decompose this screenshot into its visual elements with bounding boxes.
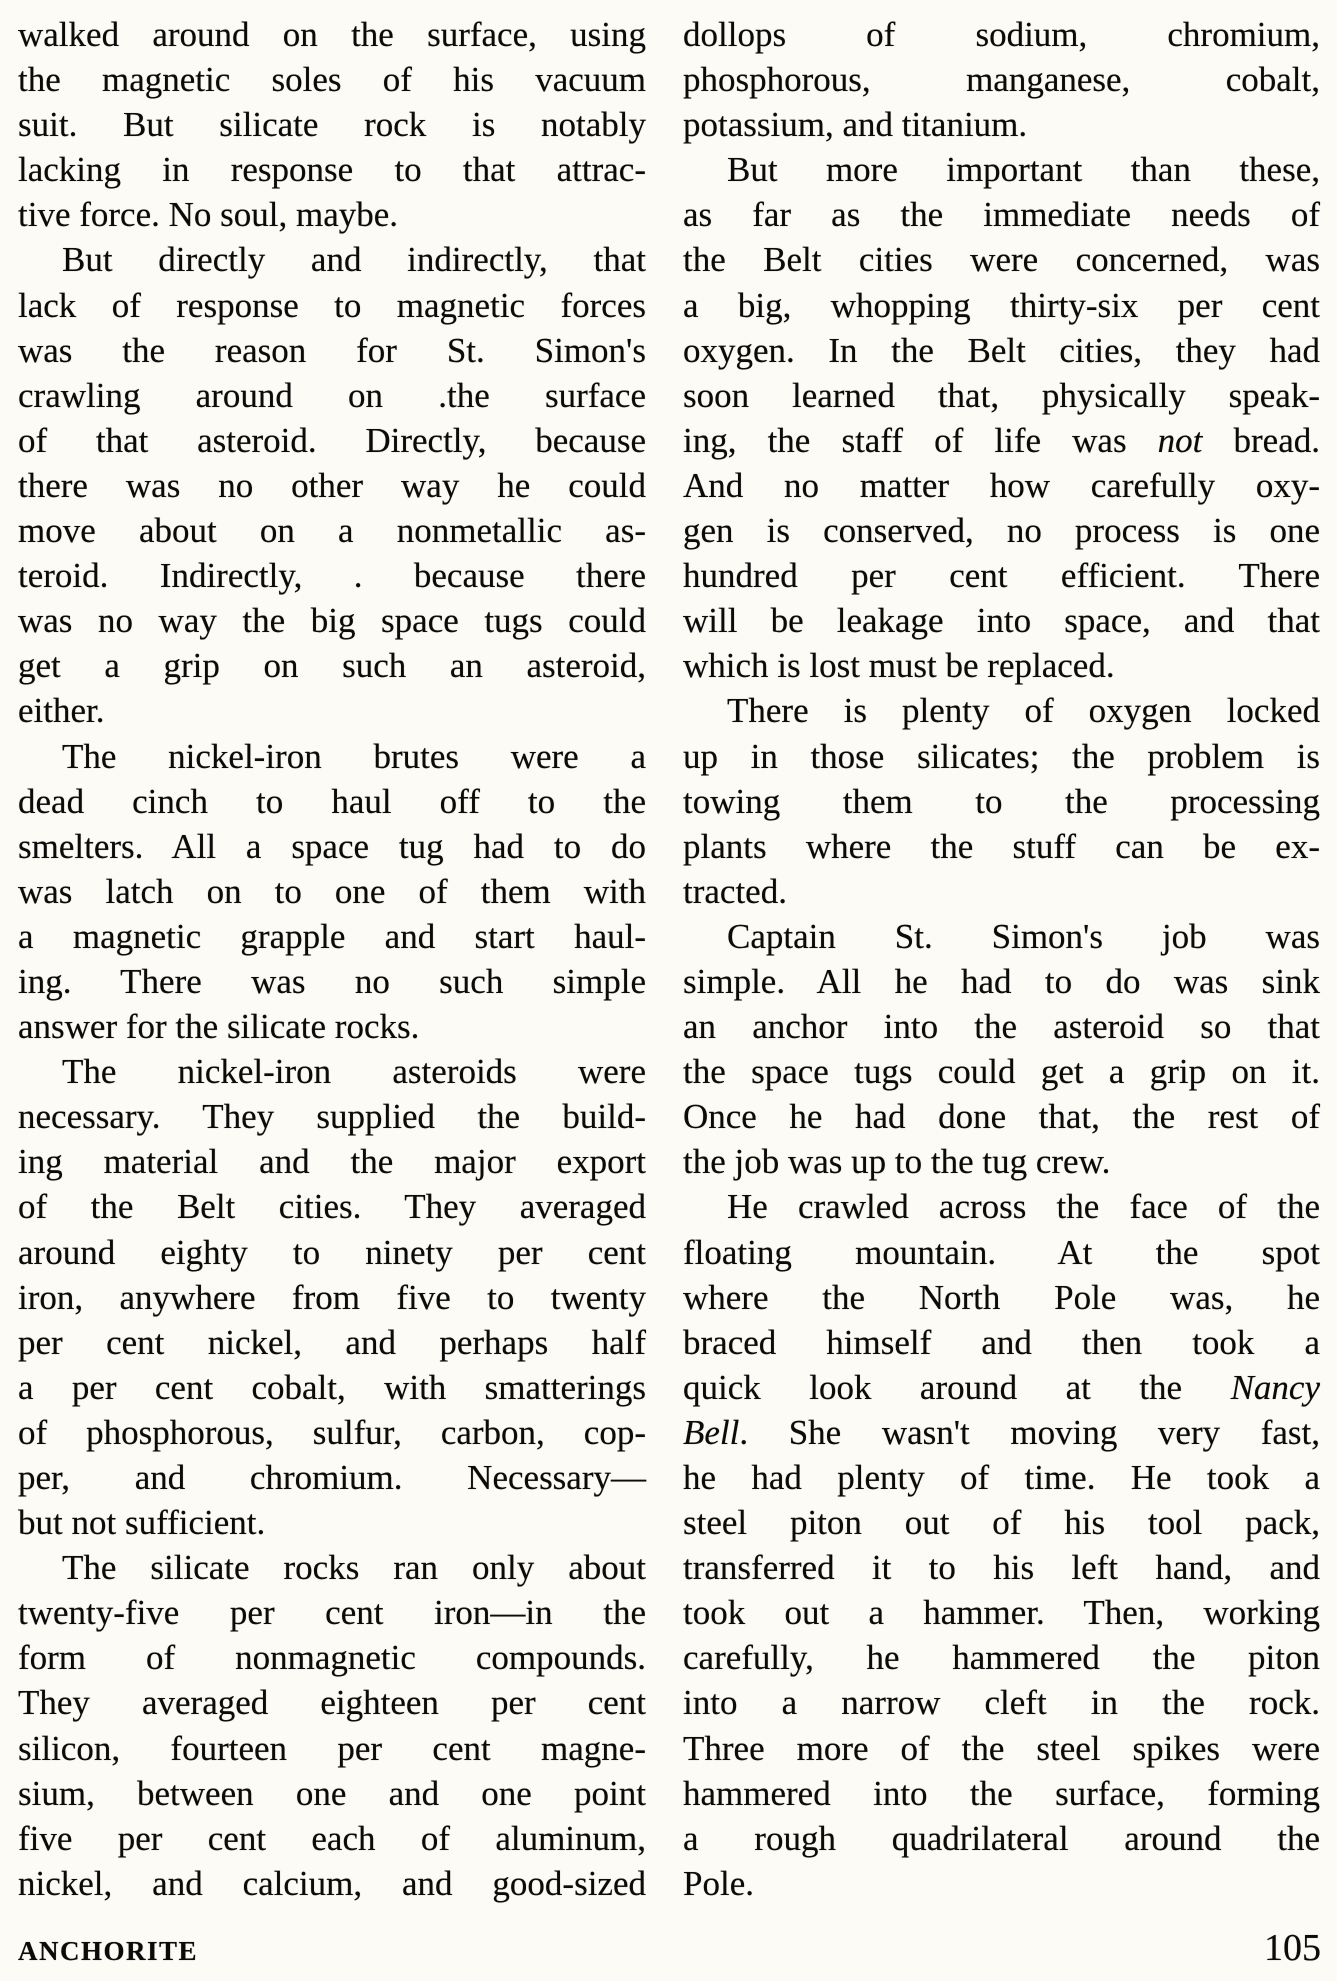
text-line: tive force. No soul, maybe. — [18, 195, 399, 235]
text-line: silicon, fourteen per cent magne- — [18, 1728, 646, 1768]
text-line: ing material and the major export — [18, 1142, 646, 1182]
text-line: oxygen. In the Belt cities, they had — [683, 330, 1320, 370]
text-line: plants where the stuff can be ex- — [683, 826, 1320, 866]
text-line: up in those silicates; the problem is — [683, 736, 1320, 776]
text-line: ing. There was no such simple — [18, 961, 646, 1001]
text-line: Bell. She wasn't moving very fast, — [683, 1412, 1320, 1452]
text-line: the magnetic soles of his vacuum — [18, 60, 646, 100]
running-title: ANCHORITE — [18, 1936, 199, 1966]
text-line: of that asteroid. Directly, because — [18, 420, 646, 460]
text-line: he had plenty of time. He took a — [683, 1458, 1320, 1497]
text-line: was no way the big space tugs could — [18, 601, 646, 641]
text-line: there was no other way he could — [18, 465, 646, 505]
text-line: per, and chromium. Necessary— — [18, 1458, 646, 1497]
column-right — [683, 12, 1320, 1906]
text-line: sium, between one and one point — [18, 1773, 646, 1813]
text-line: around eighty to ninety per cent — [18, 1232, 646, 1272]
text-line: potassium, and titanium. — [683, 105, 1028, 145]
text-line: He crawled across the face of the — [727, 1187, 1320, 1227]
text-line: the Belt cities were concerned, was — [683, 240, 1320, 280]
text-line: ing, the staff of life was not bread. — [683, 420, 1320, 460]
text-line: as far as the immediate needs of — [683, 195, 1320, 235]
page-number: 105 — [1264, 1927, 1321, 1969]
text-line: braced himself and then took a — [683, 1322, 1320, 1362]
text-line: a magnetic grapple and start haul- — [18, 916, 646, 956]
text-line: gen is conserved, no process is one — [683, 511, 1320, 551]
text-line: carefully, he hammered the piton — [683, 1638, 1320, 1678]
text-line: But more important than these, — [727, 150, 1320, 190]
text-line: per cent nickel, and perhaps half — [18, 1322, 646, 1362]
text-line: necessary. They supplied the build- — [18, 1097, 646, 1137]
text-line: the job was up to the tug crew. — [683, 1142, 1111, 1182]
page-footer — [18, 1926, 1321, 1970]
text-line: smelters. All a space tug had to do — [18, 826, 646, 866]
text-line: lack of response to magnetic forces — [18, 285, 646, 325]
text-line: steel piton out of his tool pack, — [683, 1503, 1320, 1543]
text-line: of phosphorous, sulfur, carbon, cop- — [18, 1412, 646, 1452]
text-line: The silicate rocks ran only about — [62, 1548, 646, 1588]
text-line: transferred it to his left hand, and — [683, 1548, 1320, 1588]
text-line: which is lost must be replaced. — [683, 646, 1115, 686]
text-line: twenty-five per cent iron—in the — [18, 1593, 646, 1633]
text-line: was latch on to one of them with — [18, 871, 646, 911]
text-line: teroid. Indirectly, . because there — [18, 556, 646, 596]
text-line: Three more of the steel spikes were — [683, 1728, 1320, 1768]
text-line: was the reason for St. Simon's — [18, 330, 646, 370]
text-line: quick look around at the Nancy — [683, 1367, 1320, 1407]
text-line: a rough quadrilateral around the — [683, 1818, 1320, 1858]
text-line: crawling around on .the surface — [18, 375, 646, 415]
text-line: And no matter how carefully oxy- — [683, 465, 1320, 505]
text-line: an anchor into the asteroid so that — [683, 1007, 1320, 1047]
text-line: into a narrow cleft in the rock. — [683, 1683, 1320, 1723]
text-line: move about on a nonmetallic as- — [18, 511, 646, 551]
text-line: answer for the silicate rocks. — [18, 1007, 420, 1047]
text-line: But directly and indirectly, that — [62, 240, 646, 280]
text-line: nickel, and calcium, and good-sized — [18, 1863, 646, 1903]
text-line: Pole. — [683, 1863, 754, 1903]
text-line: either. — [18, 691, 105, 731]
text-line: iron, anywhere from five to twenty — [18, 1277, 646, 1317]
text-columns — [18, 12, 1320, 1906]
text-line: Captain St. Simon's job was — [727, 916, 1320, 956]
text-line: floating mountain. At the spot — [683, 1232, 1320, 1272]
text-line: hundred per cent efficient. There — [683, 556, 1320, 596]
text-line: soon learned that, physically speak- — [683, 375, 1320, 415]
text-line: suit. But silicate rock is notably — [18, 105, 646, 145]
text-line: lacking in response to that attrac- — [18, 150, 646, 190]
text-line: the space tugs could get a grip on it. — [683, 1052, 1320, 1092]
text-line: walked around on the surface, using — [18, 15, 646, 54]
text-line: hammered into the surface, forming — [683, 1773, 1320, 1813]
column-left — [18, 12, 646, 1906]
text-line: Once he had done that, the rest of — [683, 1097, 1320, 1137]
text-line: They averaged eighteen per cent — [18, 1683, 646, 1723]
text-line: The nickel-iron brutes were a — [62, 736, 646, 776]
text-line: five per cent each of aluminum, — [18, 1818, 646, 1858]
text-line: phosphorous, manganese, cobalt, — [683, 60, 1320, 100]
text-line: form of nonmagnetic compounds. — [18, 1638, 646, 1678]
text-line: get a grip on such an asteroid, — [18, 646, 646, 686]
text-line: The nickel-iron asteroids were — [62, 1052, 646, 1092]
text-line: but not sufficient. — [18, 1503, 266, 1543]
text-line: of the Belt cities. They averaged — [18, 1187, 646, 1227]
text-line: a big, whopping thirty-six per cent — [683, 285, 1320, 325]
text-line: dollops of sodium, chromium, — [683, 15, 1320, 54]
text-line: took out a hammer. Then, working — [683, 1593, 1320, 1633]
text-line: where the North Pole was, he — [683, 1277, 1320, 1317]
text-line: tracted. — [683, 871, 787, 911]
text-line: dead cinch to haul off to the — [18, 781, 646, 821]
text-line: There is plenty of oxygen locked — [727, 691, 1320, 731]
text-line: a per cent cobalt, with smatterings — [18, 1367, 646, 1407]
text-line: simple. All he had to do was sink — [683, 961, 1320, 1001]
text-line: will be leakage into space, and that — [683, 601, 1320, 641]
text-line: towing them to the processing — [683, 781, 1320, 821]
